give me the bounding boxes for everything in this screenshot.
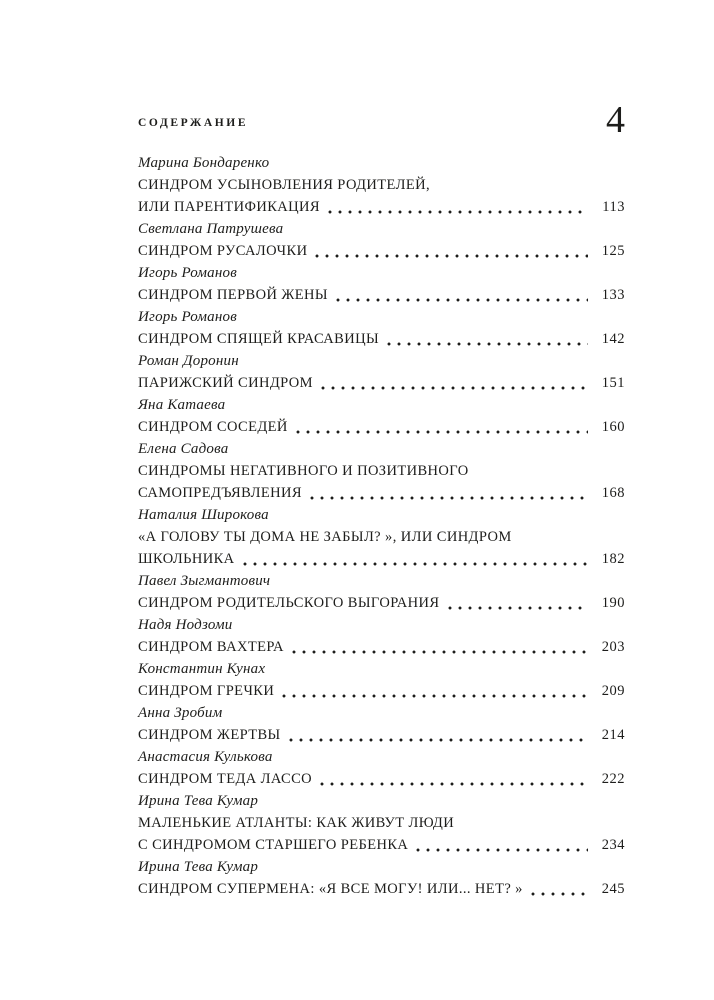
dot-leader bbox=[289, 738, 588, 742]
toc-entry bbox=[138, 306, 625, 350]
toc-entry-title-row bbox=[138, 482, 625, 504]
page-header-row bbox=[138, 99, 625, 150]
dot-leader bbox=[321, 386, 588, 390]
dot-leader bbox=[296, 430, 588, 434]
toc-entry-title-text: СИНДРОМ ЖЕРТВЫ bbox=[138, 727, 281, 743]
toc-entry-title-text: ШКОЛЬНИКА bbox=[138, 551, 235, 567]
contents-heading: СОДЕРЖАНИЕ bbox=[138, 117, 249, 129]
toc-entry-title-row bbox=[138, 680, 625, 702]
toc-entry-author: Яна Катаева bbox=[138, 397, 226, 413]
toc-entry-title-text: СИНДРОМ ГРЕЧКИ bbox=[138, 683, 275, 699]
toc-entry-title-line: «А ГОЛОВУ ТЫ ДОМА НЕ ЗАБЫЛ? », ИЛИ СИНДРОМ bbox=[138, 529, 512, 545]
toc-entry-title-text: С СИНДРОМОМ СТАРШЕГО РЕБЕНКА bbox=[138, 837, 409, 853]
toc-entry-title-row bbox=[138, 328, 625, 350]
toc-entry bbox=[138, 218, 625, 262]
toc-entry-title-text: СИНДРОМ РОДИТЕЛЬСКОГО ВЫГОРАНИЯ bbox=[138, 595, 440, 611]
page-number: 4 bbox=[606, 99, 625, 141]
toc-entry-title-text: СИНДРОМ СПЯЩЕЙ КРАСАВИЦЫ bbox=[138, 331, 380, 347]
toc-entry-title-row bbox=[138, 240, 625, 262]
toc-entry-title-line: МАЛЕНЬКИЕ АТЛАНТЫ: КАК ЖИВУТ ЛЮДИ bbox=[138, 815, 455, 831]
toc-entry bbox=[138, 350, 625, 394]
dot-leader bbox=[315, 254, 588, 258]
toc-entry-title-line: СИНДРОМЫ НЕГАТИВНОГО И ПОЗИТИВНОГО bbox=[138, 463, 469, 479]
toc-entry-title-text: СИНДРОМ СОСЕДЕЙ bbox=[138, 419, 288, 435]
toc-entry-author: Марина Бондаренко bbox=[138, 155, 270, 171]
toc-entry-title-row bbox=[138, 592, 625, 614]
dot-leader bbox=[328, 210, 588, 214]
toc-entry bbox=[138, 790, 625, 856]
dot-leader bbox=[282, 694, 588, 698]
toc-entry-author: Ирина Тева Кумар bbox=[138, 859, 259, 875]
dot-leader bbox=[243, 562, 588, 566]
dot-leader bbox=[448, 606, 589, 610]
toc-entry-title-text: СИНДРОМ СУПЕРМЕНА: «Я ВСЕ МОГУ! ИЛИ... НЕТ? » bbox=[138, 881, 523, 897]
toc-entry-title-text: СИНДРОМ ПЕРВОЙ ЖЕНЫ bbox=[138, 287, 328, 303]
toc-entry-page-number: 234 bbox=[601, 837, 625, 853]
toc-entry-title-row bbox=[138, 878, 625, 900]
toc-entry-page-number: 113 bbox=[602, 199, 625, 215]
toc-entry-page-number: 214 bbox=[601, 727, 625, 743]
toc-entry-author: Роман Доронин bbox=[138, 353, 239, 369]
toc-entry-page-number: 222 bbox=[601, 771, 625, 787]
toc-entry-author: Анна Зробим bbox=[138, 705, 223, 721]
toc-entry-title-row bbox=[138, 636, 625, 658]
toc-entry bbox=[138, 504, 625, 570]
toc-entry-page-number: 209 bbox=[601, 683, 625, 699]
toc-entry-page-number: 160 bbox=[601, 419, 625, 435]
toc-entry-title-text: СИНДРОМ ТЕДА ЛАССО bbox=[138, 771, 313, 787]
toc-entry-author: Игорь Романов bbox=[138, 309, 237, 325]
toc-entry-title-text: САМОПРЕДЪЯВЛЕНИЯ bbox=[138, 485, 302, 501]
toc-entry-title-line: СИНДРОМ УСЫНОВЛЕНИЯ РОДИТЕЛЕЙ, bbox=[138, 177, 430, 193]
toc-entry-title-row bbox=[138, 372, 625, 394]
toc-entry-author: Наталия Широкова bbox=[138, 507, 269, 523]
toc-entry-author: Ирина Тева Кумар bbox=[138, 793, 259, 809]
toc-entry-author: Надя Нодзоми bbox=[138, 617, 233, 633]
toc-entry-title-row bbox=[138, 416, 625, 438]
dot-leader bbox=[320, 782, 588, 786]
toc-entry-author: Анастасия Кулькова bbox=[138, 749, 273, 765]
toc-entry-page-number: 203 bbox=[601, 639, 625, 655]
toc-entry-page-number: 133 bbox=[601, 287, 625, 303]
toc-entry bbox=[138, 262, 625, 306]
toc-entry-page-number: 151 bbox=[601, 375, 625, 391]
dot-leader bbox=[336, 298, 588, 302]
toc-entry-page-number: 245 bbox=[601, 881, 625, 897]
toc-list bbox=[138, 152, 625, 900]
toc-entry-page-number: 125 bbox=[601, 243, 625, 259]
dot-leader bbox=[292, 650, 588, 654]
toc-entry-page-number: 182 bbox=[601, 551, 625, 567]
toc-entry bbox=[138, 658, 625, 702]
toc-entry-author: Елена Садова bbox=[138, 441, 229, 457]
toc-entry-title-row bbox=[138, 196, 625, 218]
toc-entry bbox=[138, 614, 625, 658]
toc-entry bbox=[138, 438, 625, 504]
toc-entry-page-number: 168 bbox=[601, 485, 625, 501]
toc-entry-title-text: СИНДРОМ РУСАЛОЧКИ bbox=[138, 243, 308, 259]
toc-entry-author: Игорь Романов bbox=[138, 265, 237, 281]
toc-entry bbox=[138, 746, 625, 790]
toc-entry-author: Павел Зыгмантович bbox=[138, 573, 271, 589]
toc-entry-title-text: ПАРИЖСКИЙ СИНДРОМ bbox=[138, 375, 313, 391]
toc-entry bbox=[138, 856, 625, 900]
toc-entry-title-row bbox=[138, 724, 625, 746]
toc-entry-page-number: 190 bbox=[601, 595, 625, 611]
toc-entry-title-text: ИЛИ ПАРЕНТИФИКАЦИЯ bbox=[138, 199, 320, 215]
dot-leader bbox=[416, 848, 588, 852]
toc-entry-title-row bbox=[138, 284, 625, 306]
toc-entry bbox=[138, 394, 625, 438]
dot-leader bbox=[531, 892, 588, 896]
toc-entry bbox=[138, 152, 625, 218]
toc-entry bbox=[138, 702, 625, 746]
toc-entry-title-row bbox=[138, 768, 625, 790]
toc-entry-title-row bbox=[138, 834, 625, 856]
toc-entry-title-text: СИНДРОМ ВАХТЕРА bbox=[138, 639, 284, 655]
toc-entry-author: Константин Кунах bbox=[138, 661, 266, 677]
dot-leader bbox=[387, 342, 588, 346]
toc-entry-author: Светлана Патрушева bbox=[138, 221, 284, 237]
toc-entry-title-row bbox=[138, 548, 625, 570]
dot-leader bbox=[310, 496, 588, 500]
toc-entry-page-number: 142 bbox=[601, 331, 625, 347]
toc-entry bbox=[138, 570, 625, 614]
